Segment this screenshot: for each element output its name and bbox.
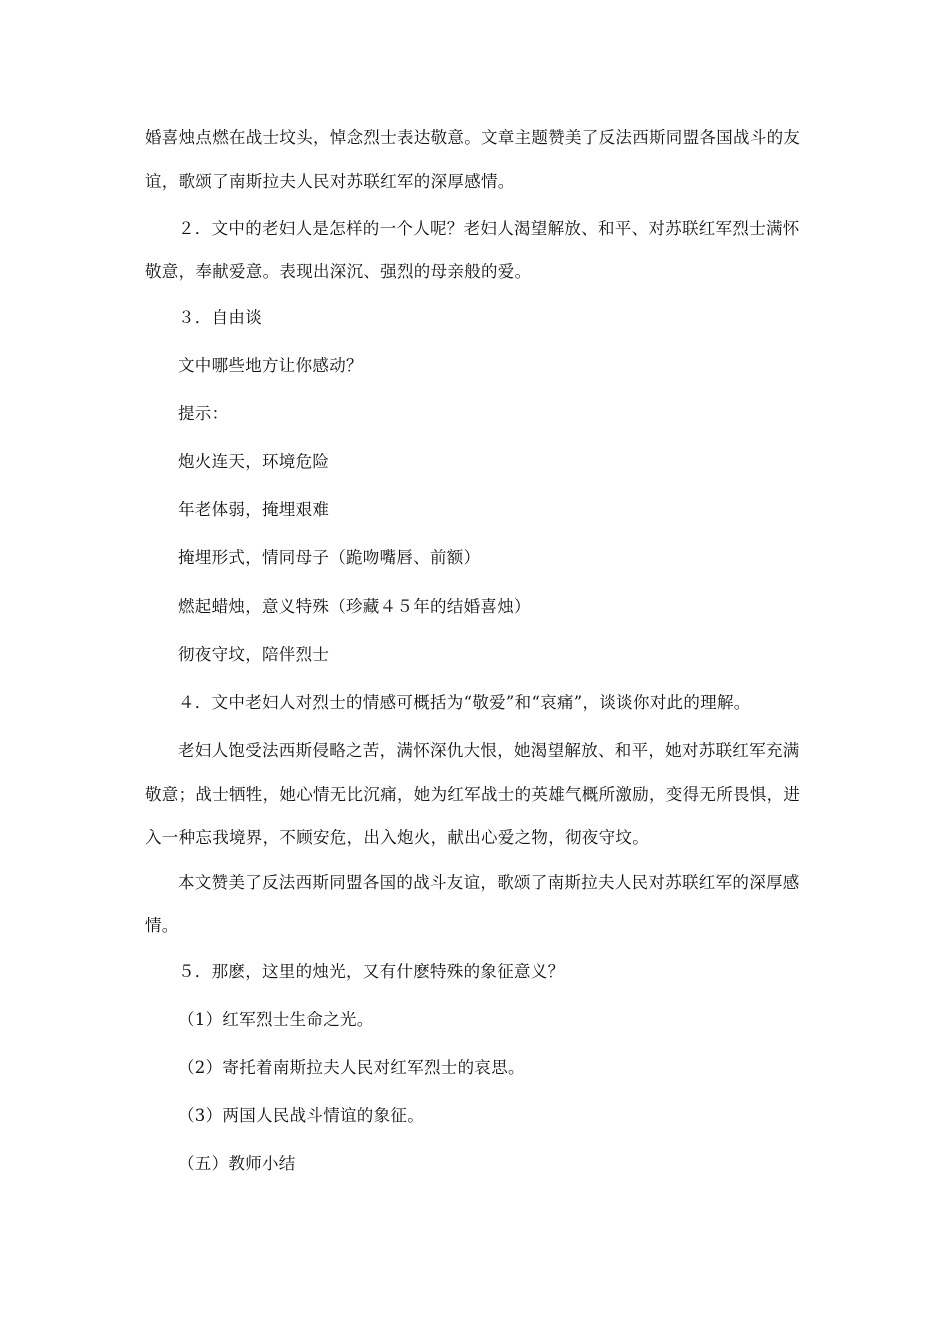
- hint-item-2: 年老体弱，掩埋艰难: [178, 500, 330, 519]
- summary-paragraph-line-2: 情。: [145, 916, 179, 935]
- item-4-question: ４．文中老妇人对烈士的情感可概括为“敬爱”和“哀痛”，谈谈你对此的理解。: [178, 693, 751, 712]
- symbol-item-1: （1）红军烈士生命之光。: [178, 1010, 374, 1029]
- hint-item-3: 掩埋形式，情同母子（跪吻嘴唇、前额）: [178, 548, 481, 567]
- item-3-heading: ３．自由谈: [178, 308, 262, 327]
- hint-item-1: 炮火连天，环境危险: [178, 452, 330, 471]
- answer-paragraph-line-2: 敬意；战士牺牲，她心情无比沉痛，她为红军战士的英雄气概所激励，变得无所畏惧，进: [145, 785, 801, 804]
- symbol-item-2: （2）寄托着南斯拉夫人民对红军烈士的哀思。: [178, 1058, 525, 1077]
- paragraph-1-line-2: 谊，歌颂了南斯拉夫人民对苏联红军的深厚感情。: [145, 172, 515, 191]
- answer-paragraph-line-3: 入一种忘我境界，不顾安危，出入炮火，献出心爱之物，彻夜守坟。: [145, 828, 649, 847]
- symbol-item-3: （3）两国人民战斗情谊的象征。: [178, 1106, 424, 1125]
- hint-item-5: 彻夜守坟，陪伴烈士: [178, 645, 330, 664]
- hint-item-4: 燃起蜡烛，意义特殊（珍藏４５年的结婚喜烛）: [178, 597, 531, 616]
- section-heading-teacher-summary: （五）教师小结: [178, 1154, 296, 1173]
- question-text: 文中哪些地方让你感动？: [178, 356, 363, 375]
- answer-paragraph-line-1: 老妇人饱受法西斯侵略之苦，满怀深仇大恨，她渴望解放、和平，她对苏联红军充满: [178, 741, 800, 760]
- summary-paragraph-line-1: 本文赞美了反法西斯同盟各国的战斗友谊，歌颂了南斯拉夫人民对苏联红军的深厚感: [178, 873, 800, 892]
- item-5-question: ５．那麽，这里的烛光，又有什麽特殊的象征意义？: [178, 962, 565, 981]
- hint-label: 提示：: [178, 404, 229, 423]
- paragraph-2-line-2: 敬意，奉献爱意。表现出深沉、强烈的母亲般的爱。: [145, 262, 532, 281]
- paragraph-1-line-1: 婚喜烛点燃在战士坟头，悼念烈士表达敬意。文章主题赞美了反法西斯同盟各国战斗的友: [145, 128, 801, 147]
- paragraph-2-line-1: ２．文中的老妇人是怎样的一个人呢？老妇人渴望解放、和平、对苏联红军烈士满怀: [178, 219, 800, 238]
